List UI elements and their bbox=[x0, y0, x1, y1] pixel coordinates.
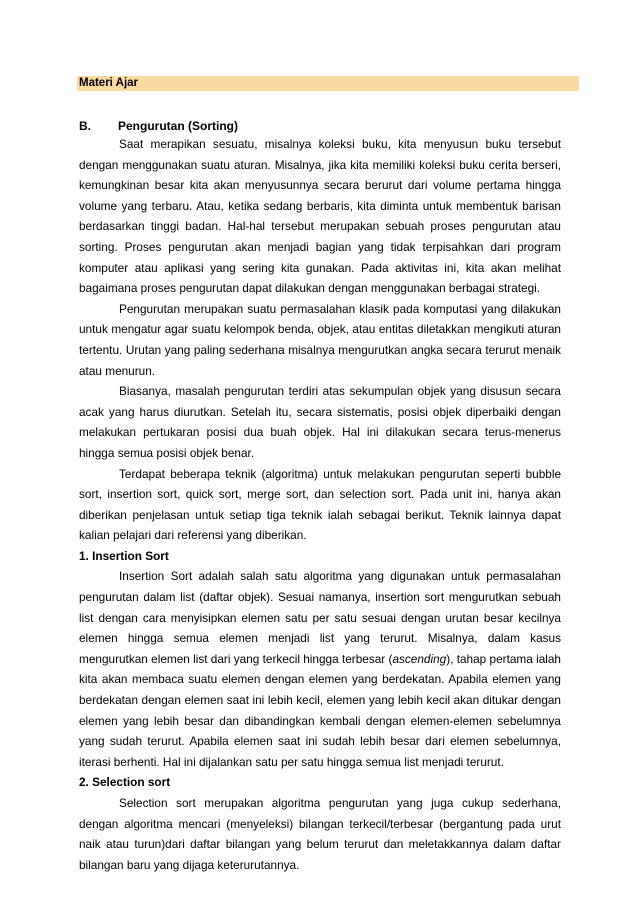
materi-ajar-banner: Materi Ajar bbox=[77, 76, 579, 91]
insertion-text-ascending: ascending bbox=[392, 651, 447, 666]
document-body bbox=[79, 134, 561, 875]
selection-sort-paragraph: Selection sort merupakan algoritma pengurutan yang juga cukup sederhana, dengan algoritma mencari (menyeleksi) bilangan terkecil/terbesar (bergantung pada urut naik atau turun)dari daftar bilangan yang belum terurut dan meletakkannya dalam daftar bilangan baru yang dijaga keterurutannya. bbox=[79, 796, 561, 872]
paragraph-techniques: Terdapat beberapa teknik (algoritma) untuk melakukan pengurutan seperti bubble sort, insertion sort, quick sort, merge sort, dan selection sort. Pada unit ini, hanya akan diberikan penjelasan untuk setiap tiga teknik ialah sebagai berikut. Teknik lainnya dapat kalian pelajari dari referensi yang diberikan. bbox=[79, 466, 561, 543]
paragraph-intro: Saat merapikan sesuatu, misalnya koleksi buku, kita menyusun buku tersebut dengan menggunakan suatu aturan. Misalnya, jika kita memiliki koleksi buku cerita berseri, kemungkinan besar kita akan menyusunnya secara berurut dari volume pertama hingga volume yang terbaru. Atau, ketika sedang berbaris, kita diminta untuk membentuk barisan berdasarkan tinggi badan. Hal-hal tersebut merupakan sebuah proses pengurutan atau sorting. Proses pengurutan akan menjadi bagian yang tidak terpisahkan dari program komputer atau aplikasi yang sering kita gunakan. Pada aktivitas ini, kita akan melihat bagaimana proses pengurutan dapat dilakukan dengan menggunakan berbagai strategi. bbox=[79, 137, 561, 296]
section-number: B. bbox=[79, 119, 91, 133]
paragraph-definition: Pengurutan merupakan suatu permasalahan klasik pada komputasi yang dilakukan untuk mengatur agar suatu kelompok benda, objek, atau entitas diletakkan mengikuti aturan tertentu. Urutan yang paling sederhana misalnya mengurutkan angka secara terurut menaik atau menurun. bbox=[79, 301, 561, 378]
paragraph-problem: Biasanya, masalah pengurutan terdiri atas sekumpulan objek yang disusun secara acak yang harus diurutkan. Setelah itu, secara sistematis, posisi objek diperbaiki dengan melakukan pertukaran posisi dua buah objek. Hal ini dilakukan secara terus-menerus hingga semua posisi objek benar. bbox=[79, 384, 561, 460]
section-title: Pengurutan (Sorting) bbox=[118, 119, 238, 133]
selection-sort-heading: 2. Selection sort bbox=[79, 775, 171, 790]
insertion-text-b: ), tahap pertama ialah kita akan membaca suatu elemen dengan elemen yang berdekatan. Apabila elemen yang berdekatan dengan elemen saat ini lebih kecil, elemen yang lebih kecil akan ditukar dengan elemen yang lebih besar dan dibandingkan kembali dengan elemen-elemen sebelumnya yang sudah terurut. Apabila elemen saat ini sudah lebih besar dari elemen sebelumnya, iterasi berhenti. Hal ini dijalankan satu per satu hingga semua list menjadi terurut. bbox=[79, 651, 561, 769]
insertion-sort-heading: 1. Insertion Sort bbox=[79, 548, 169, 563]
section-heading bbox=[79, 118, 238, 134]
insertion-text-a: Insertion Sort adalah salah satu algoritma yang digunakan untuk permasalahan pengurutan dalam list (daftar objek). Sesuai namanya, insertion sort mengurutkan sebuah list dengan cara menyisipkan elemen satu per satu sesuai dengan urutan besar kecilnya elemen hingga semua elemen menjadi list yang terurut. Misalnya, dalam kasus mengurutkan elemen list dari yang terkecil hingga terbesar ( bbox=[79, 569, 561, 666]
insertion-sort-paragraph bbox=[79, 566, 561, 772]
